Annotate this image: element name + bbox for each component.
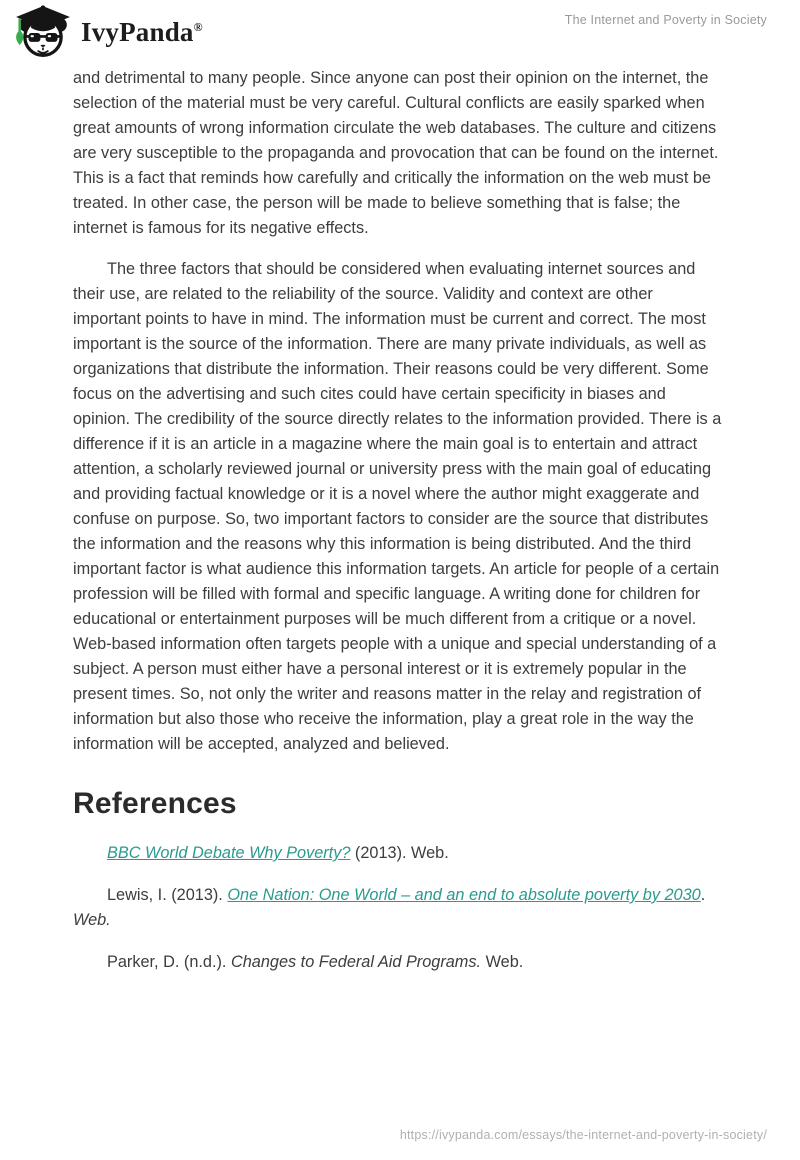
reference-text: (2013). Web.: [350, 844, 449, 862]
document-title: The Internet and Poverty in Society: [564, 13, 767, 27]
reference-text: .: [700, 886, 706, 904]
essay-content: [73, 66, 723, 992]
brand-name: IvyPanda®: [81, 17, 203, 47]
reference-text: Web.: [481, 953, 524, 971]
reference-link-one-nation[interactable]: One Nation: One World – and an end to absolute poverty by 2030: [227, 886, 701, 904]
reference-entry-2: [73, 883, 723, 933]
reference-title-italic: Changes to Federal Aid Programs.: [230, 953, 482, 971]
source-url: https://ivypanda.com/essays/the-internet-and-poverty-in-society/: [399, 1128, 767, 1142]
reference-entry-1: [73, 841, 723, 866]
reference-text: Lewis, I. (2013).: [107, 886, 228, 904]
reference-text: Parker, D. (n.d.).: [107, 953, 231, 971]
paragraph-1: and detrimental to many people. Since anyone can post their opinion on the internet, the selection of the material must be very careful. Cultural conflicts are easily sparked when great amounts of wrong information circulate the web databases. The culture and citizens are very susceptible to the propaganda and provocation that can be found on the internet. This is a fact that reminds how carefully and critically the information on the web must be treated. In other case, the person will be made to believe something that is false; the internet is famous for its negative effects.: [73, 69, 719, 237]
registered-mark: ®: [193, 20, 203, 34]
paragraph-2: The three factors that should be considered when evaluating internet sources and their use, are related to the reliability of the source. Validity and context are other important points to have in mind. The information must be current and correct. The most important is the source of the information. There are many private individuals, as well as organizations that distribute the information. Their reasons could be very different. Some focus on the advertising and such cites could have certain specificity in biases and opinion. The credibility of the source directly relates to the information provided. There is a difference if it is an article in a magazine where the main goal is to entertain and attract attention, a scholarly reviewed journal or university press with the main goal of educating and providing factual knowledge or it is a novel where the author might exaggerate and confuse on purpose. So, two important factors to consider are the source that distributes the information and the reasons why this information is being distributed. And the third important factor is what audience this information targets. An article for people of a certain profession will be filled with formal and specific language. A writing done for children for educational or entertainment purposes will be much different from a critique or a novel. Web-based information often targets people with a unique and special understanding of a subject. A person must either have a personal interest or it is extremely popular in the present times. So, not only the writer and reasons matter in the relay and registration of information but also those who receive the information, play a great role in the way the information will be accepted, analyzed and believed.: [73, 260, 722, 753]
references-heading: References: [73, 787, 237, 820]
reference-entry-3: [73, 950, 723, 975]
reference-web-italic: Web.: [73, 911, 111, 929]
brand-logo[interactable]: [14, 5, 203, 59]
reference-link-bbc[interactable]: BBC World Debate Why Poverty?: [107, 844, 351, 862]
panda-graduate-icon: [14, 5, 72, 59]
